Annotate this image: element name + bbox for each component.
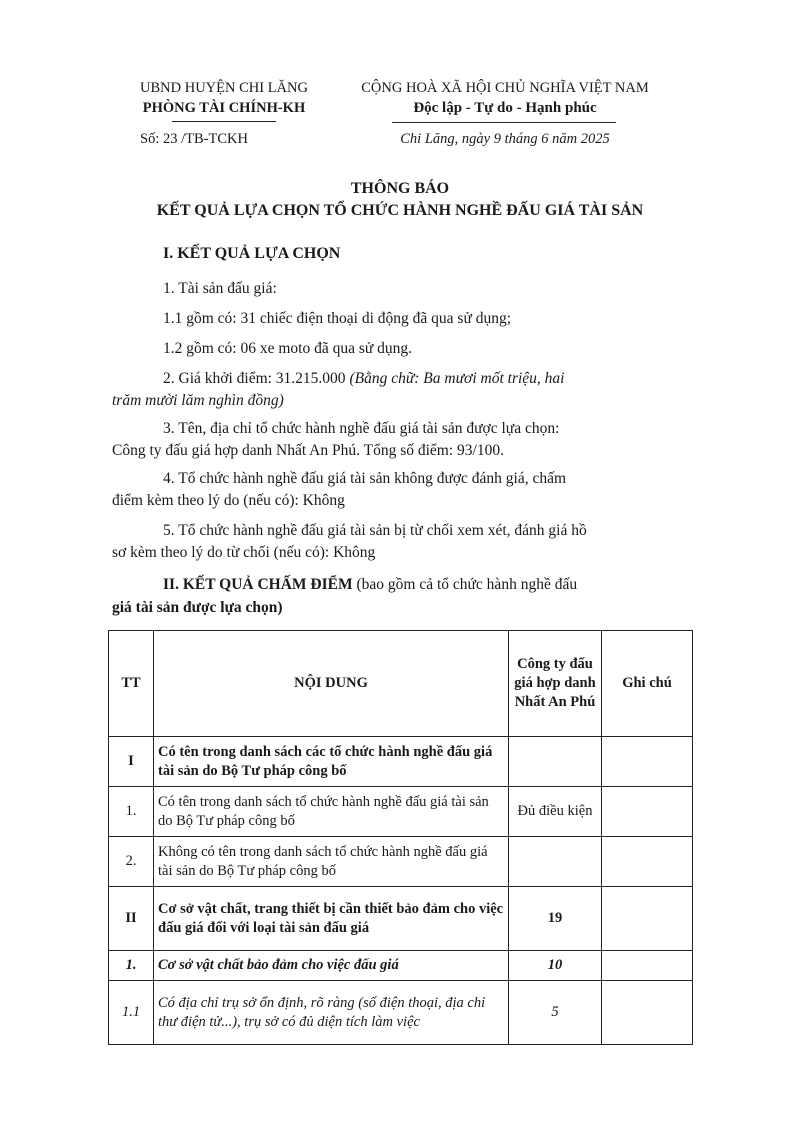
row-score: Đủ điều kiện	[509, 787, 602, 837]
row-note	[602, 981, 693, 1045]
table-row	[109, 887, 693, 951]
motto-underline	[392, 122, 616, 123]
document-date: Chi Lăng, ngày 9 tháng 6 năm 2025	[400, 131, 610, 147]
row-tt: 1.	[109, 787, 154, 837]
section1-item3-cont: Công ty đấu giá hợp danh Nhất An Phú. Tổng số điểm: 93/100.	[112, 442, 504, 459]
starting-price-words-cont: trăm mười lăm nghìn đồng)	[112, 392, 284, 409]
row-note	[602, 951, 693, 981]
col-header-tt: TT	[109, 631, 154, 737]
section1-item4-cont: điểm kèm theo lý do (nếu có): Không	[112, 492, 345, 509]
row-tt: II	[109, 887, 154, 951]
score-table	[108, 630, 693, 1045]
agency-name: PHÒNG TÀI CHÍNH-KH	[142, 100, 306, 116]
row-content: Có địa chỉ trụ sở ổn định, rõ ràng (số điện thoại, địa chỉ thư điện tử...), trụ sở có đủ diện tích làm việc	[154, 981, 509, 1045]
section1-item1-2: 1.2 gồm có: 06 xe moto đã qua sử dụng.	[163, 340, 413, 357]
row-score	[509, 837, 602, 887]
section1-heading: I. KẾT QUẢ LỰA CHỌN	[163, 245, 341, 262]
section1-item1-1: 1.1 gồm có: 31 chiếc điện thoại di động đã qua sử dụng;	[163, 310, 512, 327]
national-motto: Độc lập - Tự do - Hạnh phúc	[413, 100, 597, 116]
row-content: Cơ sở vật chất, trang thiết bị cần thiết bảo đảm cho việc đấu giá đối với loại tài sản đấu giá	[154, 887, 509, 951]
section1-item4: 4. Tổ chức hành nghề đấu giá tài sản không được đánh giá, chấm	[163, 470, 567, 487]
row-tt: I	[109, 737, 154, 787]
row-score: 5	[509, 981, 602, 1045]
agency-parent: UBND HUYỆN CHI LĂNG	[140, 80, 308, 96]
row-score: 10	[509, 951, 602, 981]
row-content: Có tên trong danh sách các tổ chức hành nghề đấu giá tài sản do Bộ Tư pháp công bố	[154, 737, 509, 787]
row-note	[602, 787, 693, 837]
row-tt: 1.1	[109, 981, 154, 1045]
row-tt: 2.	[109, 837, 154, 887]
starting-price: 2. Giá khởi điểm: 31.215.000	[163, 370, 346, 387]
row-content: Không có tên trong danh sách tổ chức hành nghề đấu giá tài sản do Bộ Tư pháp công bố	[154, 837, 509, 887]
col-header-note: Ghi chú	[602, 631, 693, 737]
table-row	[109, 951, 693, 981]
section2-heading	[163, 574, 577, 596]
notice-title: THÔNG BÁO	[350, 180, 450, 197]
row-note	[602, 837, 693, 887]
table-row	[109, 981, 693, 1045]
row-note	[602, 887, 693, 951]
table-row	[109, 787, 693, 837]
col-header-company: Công ty đấu giá hợp danh Nhất An Phú	[509, 631, 602, 737]
section2-heading-bold: II. KẾT QUẢ CHẤM ĐIỂM	[163, 576, 353, 593]
row-score	[509, 737, 602, 787]
col-header-content: NỘI DUNG	[154, 631, 509, 737]
row-tt: 1.	[109, 951, 154, 981]
section1-item5: 5. Tổ chức hành nghề đấu giá tài sản bị từ chối xem xét, đánh giá hồ	[163, 522, 587, 539]
row-content: Có tên trong danh sách tổ chức hành nghề đấu giá tài sản do Bộ Tư pháp công bố	[154, 787, 509, 837]
section1-item1: 1. Tài sản đấu giá:	[163, 280, 277, 297]
starting-price-words: (Bằng chữ: Ba mươi mốt triệu, hai	[349, 370, 565, 387]
row-content: Cơ sở vật chất bảo đảm cho việc đấu giá	[154, 951, 509, 981]
row-note	[602, 737, 693, 787]
notice-subtitle: KẾT QUẢ LỰA CHỌN TỔ CHỨC HÀNH NGHỀ ĐẤU GIÁ TÀI SẢN	[156, 202, 644, 219]
section2-heading-rest: (bao gồm cả tổ chức hành nghề đấu	[352, 576, 578, 593]
section1-item2	[163, 368, 675, 390]
document-number: Số: 23 /TB-TCKH	[140, 131, 248, 147]
table-row	[109, 837, 693, 887]
row-score: 19	[509, 887, 602, 951]
table-header-row	[109, 631, 693, 737]
section1-item5-cont: sơ kèm theo lý do từ chối (nếu có): Không	[112, 544, 376, 561]
section2-heading-cont: giá tài sản được lựa chọn)	[112, 599, 283, 616]
section1-item3: 3. Tên, địa chỉ tổ chức hành nghề đấu giá tài sản được lựa chọn:	[163, 420, 560, 437]
agency-underline	[172, 121, 276, 122]
national-title: CỘNG HOÀ XÃ HỘI CHỦ NGHĨA VIỆT NAM	[361, 80, 649, 96]
table-row	[109, 737, 693, 787]
